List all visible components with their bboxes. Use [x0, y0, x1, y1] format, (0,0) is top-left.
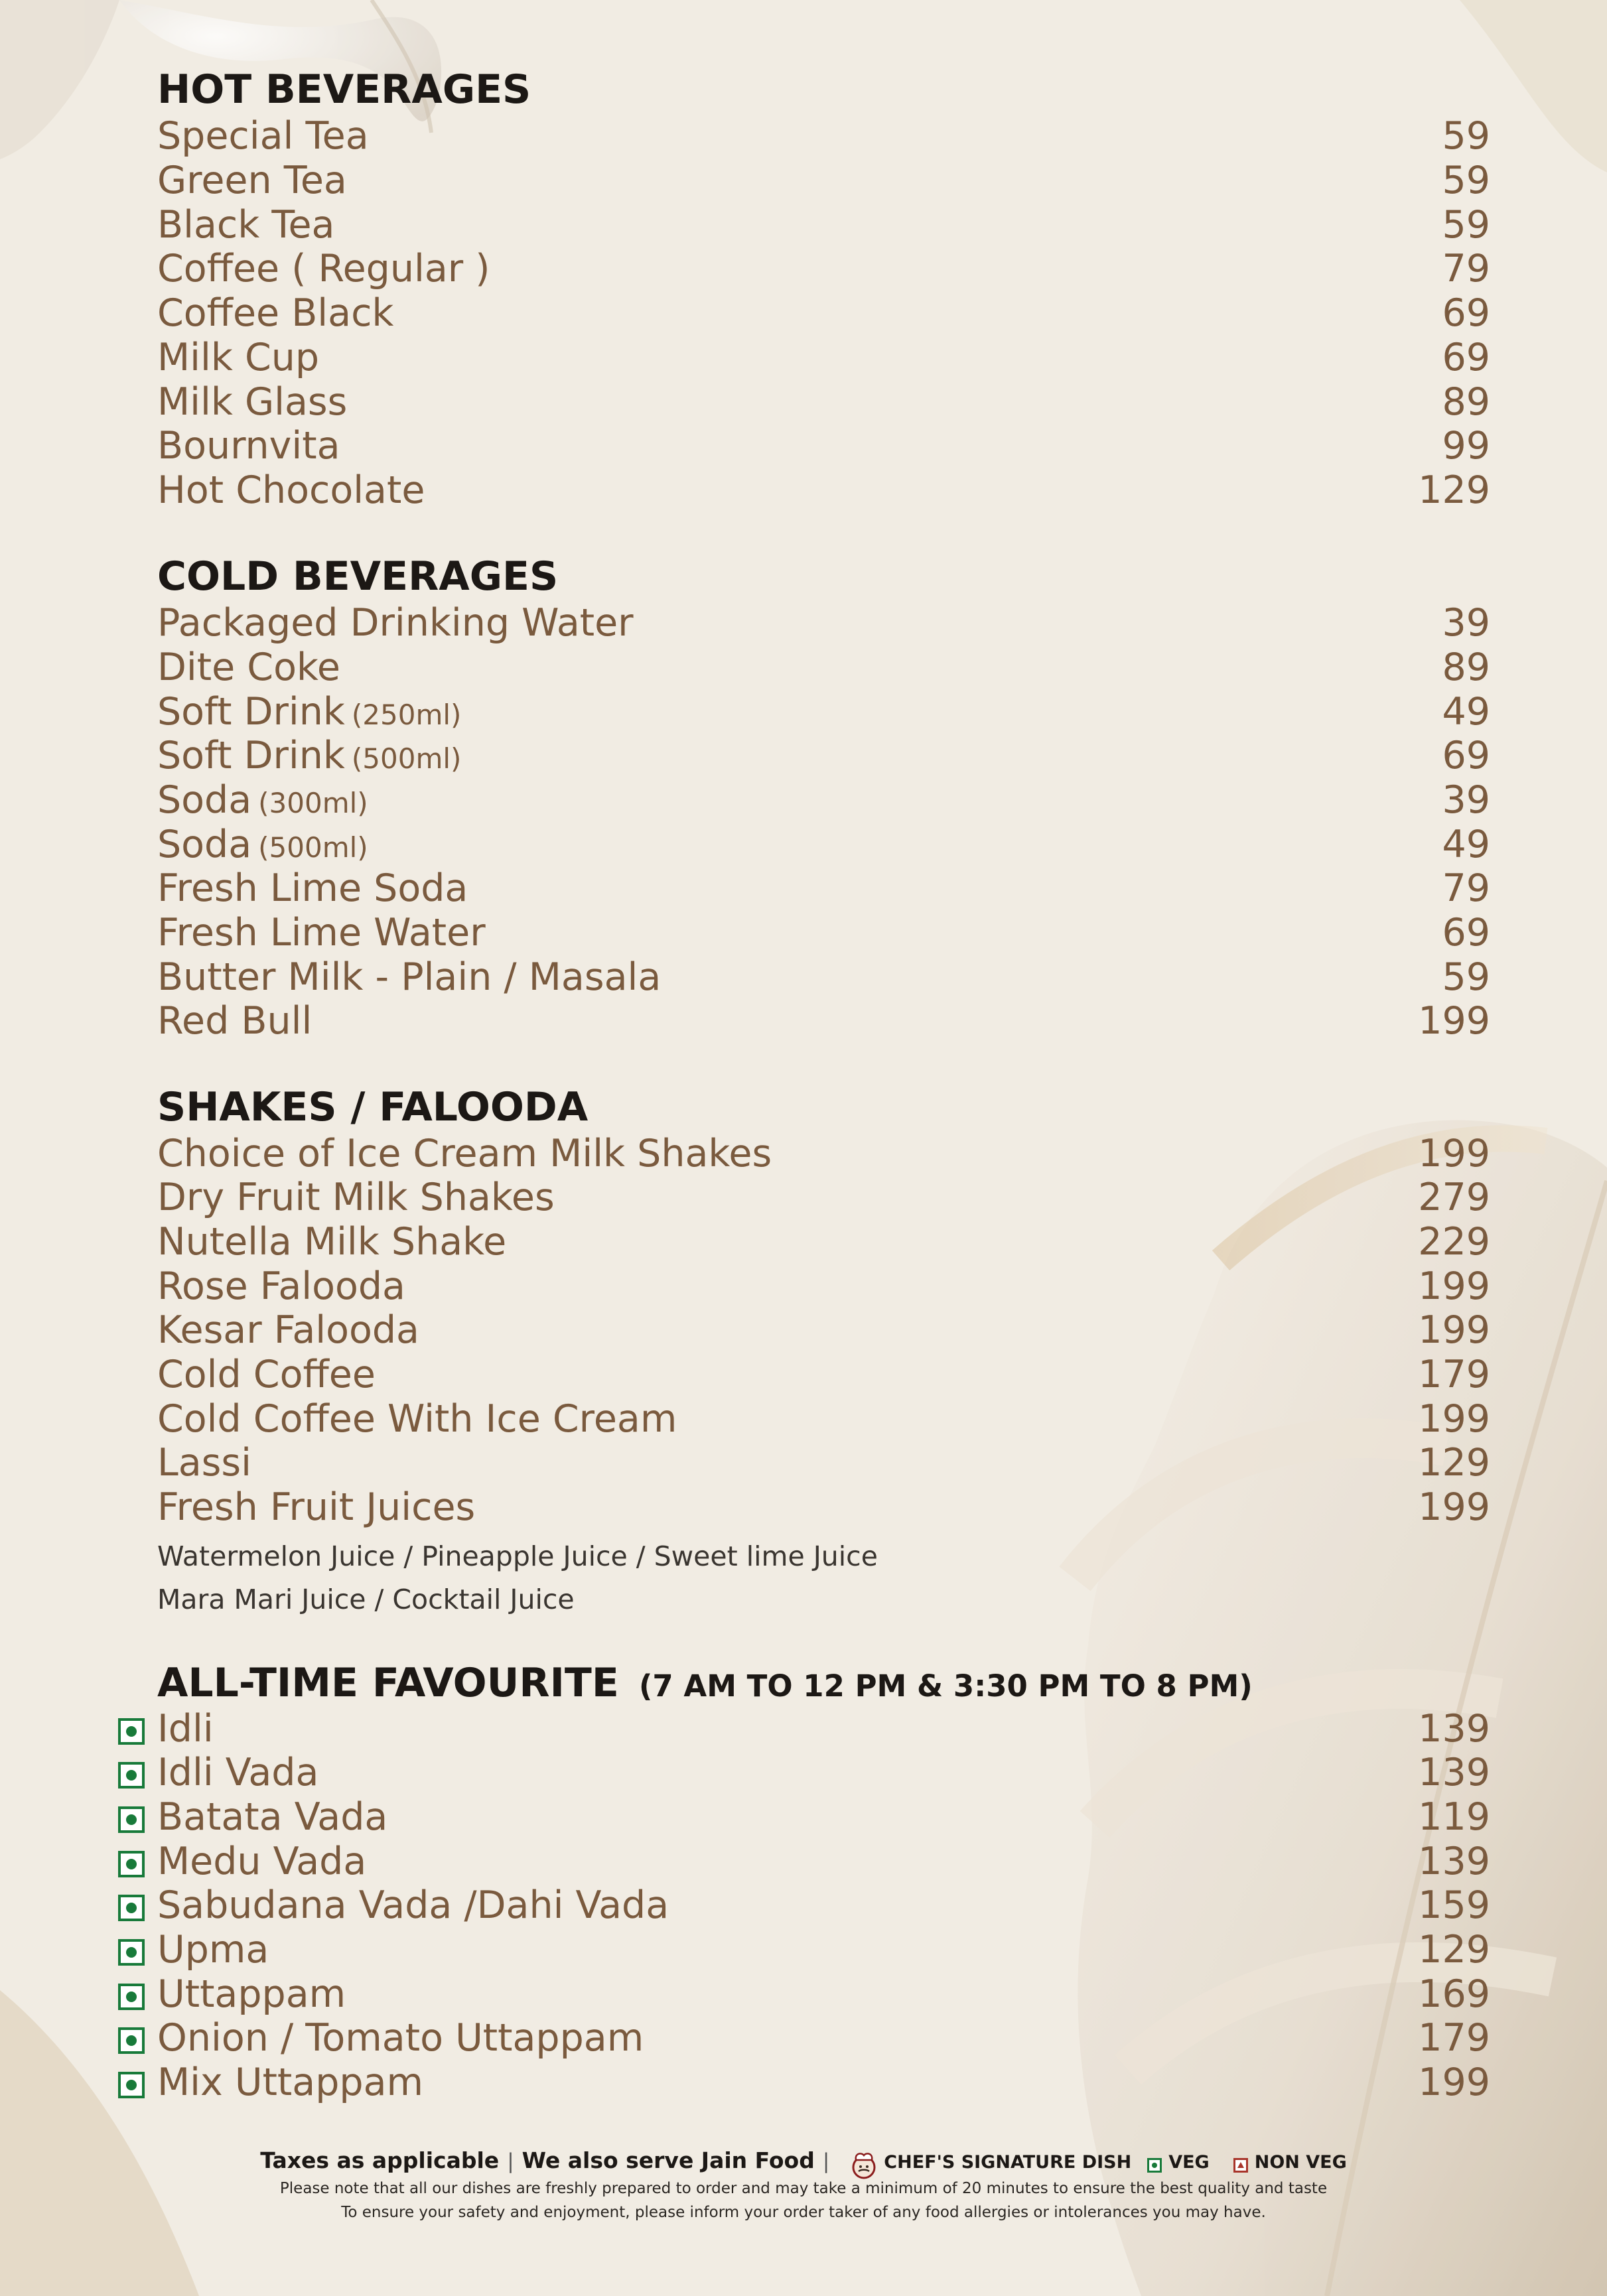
section-timing: (7 AM TO 12 PM & 3:30 PM TO 8 PM)	[638, 1668, 1253, 1704]
item-price: 49	[1442, 823, 1490, 866]
veg-symbol-icon	[118, 1851, 145, 1877]
menu-item	[157, 2060, 1490, 2104]
item-price: 179	[1418, 2016, 1490, 2060]
item-price: 129	[1418, 468, 1490, 512]
item-price: 199	[1418, 1397, 1490, 1441]
menu-item	[157, 2016, 1490, 2060]
menu-item	[157, 1132, 1490, 1176]
item-name: Cold Coffee	[157, 1353, 376, 1396]
veg-symbol-icon	[118, 1762, 145, 1789]
item-price: 69	[1442, 734, 1490, 777]
item-price: 199	[1418, 1264, 1490, 1308]
item-price: 89	[1442, 380, 1490, 424]
menu-item	[157, 424, 1490, 468]
item-price: 59	[1442, 159, 1490, 202]
item-name: Idli	[157, 1707, 214, 1751]
menu-item	[157, 468, 1490, 512]
item-price: 199	[1418, 1485, 1490, 1529]
item-price: 199	[1418, 1132, 1490, 1176]
item-name: Packaged Drinking Water	[157, 601, 634, 645]
menu-item	[157, 1353, 1490, 1396]
item-name: Fresh Lime Water	[157, 911, 486, 955]
item-price: 49	[1442, 690, 1490, 734]
veg-symbol-icon	[118, 2072, 145, 2098]
item-size: (300ml)	[258, 787, 368, 819]
menu-item	[157, 1795, 1490, 1839]
item-price: 99	[1442, 424, 1490, 468]
menu-item	[157, 1264, 1490, 1308]
item-price: 199	[1418, 2060, 1490, 2104]
item-name: Mix Uttappam	[157, 2060, 424, 2104]
separator: |	[822, 2149, 830, 2173]
item-name: Red Bull	[157, 999, 313, 1043]
item-name: Sabudana Vada /Dahi Vada	[157, 1883, 669, 1927]
item-price: 59	[1442, 955, 1490, 999]
item-name: Rose Falooda	[157, 1264, 405, 1308]
item-name: Uttappam	[157, 1972, 346, 2016]
menu-item	[157, 1928, 1490, 1972]
item-price: 39	[1442, 601, 1490, 645]
item-price: 199	[1418, 1308, 1490, 1352]
item-name: Dry Fruit Milk Shakes	[157, 1176, 555, 1219]
item-name: Nutella Milk Shake	[157, 1220, 507, 1264]
item-price: 59	[1442, 203, 1490, 247]
menu-item	[157, 690, 1490, 734]
item-price: 159	[1418, 1883, 1490, 1927]
item-price: 69	[1442, 336, 1490, 379]
menu-item	[157, 1220, 1490, 1264]
item-size: (500ml)	[258, 831, 368, 864]
section-title: HOT BEVERAGES	[157, 66, 531, 113]
menu-item	[157, 336, 1490, 379]
menu-item	[157, 291, 1490, 335]
item-name: Hot Chocolate	[157, 468, 425, 512]
item-name: Lassi	[157, 1441, 251, 1485]
item-name: Coffee Black	[157, 291, 394, 335]
section-title: COLD BEVERAGES	[157, 553, 559, 600]
item-price: 119	[1418, 1795, 1490, 1839]
veg-symbol-icon	[118, 1939, 145, 1966]
item-name: Onion / Tomato Uttappam	[157, 2016, 644, 2060]
item-price: 139	[1418, 1751, 1490, 1794]
menu-item	[157, 1176, 1490, 1219]
menu-item	[157, 114, 1490, 158]
menu-item	[157, 1972, 1490, 2016]
veg-symbol-icon	[118, 1718, 145, 1745]
veg-symbol-icon	[118, 1806, 145, 1833]
menu-item	[157, 866, 1490, 910]
section-title	[157, 1660, 1253, 1706]
item-name: Fresh Lime Soda	[157, 866, 468, 910]
item-price: 69	[1442, 911, 1490, 955]
item-name: Soda (500ml)	[157, 823, 368, 866]
item-name: Soft Drink (250ml)	[157, 690, 462, 734]
item-price: 129	[1418, 1441, 1490, 1485]
menu-item	[157, 601, 1490, 645]
item-price: 89	[1442, 645, 1490, 689]
item-price: 139	[1418, 1840, 1490, 1883]
item-price: 69	[1442, 291, 1490, 335]
nonveg-symbol-icon	[1233, 2158, 1248, 2173]
item-price: 79	[1442, 247, 1490, 291]
chef-signature-label: CHEF'S SIGNATURE DISH	[884, 2152, 1132, 2173]
item-name: Milk Glass	[157, 380, 348, 424]
item-name: Coffee ( Regular )	[157, 247, 490, 291]
item-price: 59	[1442, 114, 1490, 158]
item-name: Cold Coffee With Ice Cream	[157, 1397, 677, 1441]
item-size: (500ml)	[351, 742, 462, 775]
item-price: 79	[1442, 866, 1490, 910]
item-name: Dite Coke	[157, 645, 340, 689]
veg-label: VEG	[1168, 2152, 1210, 2173]
item-price: 199	[1418, 999, 1490, 1043]
menu-item	[157, 1485, 1490, 1529]
menu-item	[157, 955, 1490, 999]
item-price: 279	[1418, 1176, 1490, 1219]
menu-item	[157, 380, 1490, 424]
separator: |	[507, 2149, 514, 2173]
item-name: Milk Cup	[157, 336, 320, 379]
item-price: 179	[1418, 1353, 1490, 1396]
menu-item	[157, 734, 1490, 777]
menu-item	[157, 1840, 1490, 1883]
menu-item	[157, 778, 1490, 822]
item-name: Black Tea	[157, 203, 335, 247]
menu-item	[157, 247, 1490, 291]
menu-item	[157, 1707, 1490, 1751]
item-price: 229	[1418, 1220, 1490, 1264]
item-name: Green Tea	[157, 159, 347, 202]
item-price: 129	[1418, 1928, 1490, 1972]
menu-item	[157, 1441, 1490, 1485]
menu-item	[157, 645, 1490, 689]
veg-symbol-icon	[118, 1895, 145, 1921]
footer-legend	[0, 2144, 1607, 2177]
chef-icon	[851, 2151, 877, 2180]
menu-item	[157, 999, 1490, 1043]
section-title-text: ALL-TIME FAVOURITE	[157, 1660, 619, 1706]
footer-note: To ensure your safety and enjoyment, please inform your order taker of any food allergies or intolerances you may have.	[341, 2204, 1266, 2221]
item-name: Medu Vada	[157, 1840, 367, 1883]
menu-item	[157, 911, 1490, 955]
section-title: SHAKES / FALOODA	[157, 1084, 589, 1130]
juice-options: Mara Mari Juice / Cocktail Juice	[157, 1584, 575, 1615]
menu-item	[157, 1308, 1490, 1352]
item-price: 39	[1442, 778, 1490, 822]
menu-item	[157, 159, 1490, 202]
veg-symbol-icon	[118, 2027, 145, 2054]
juice-options: Watermelon Juice / Pineapple Juice / Sweet lime Juice	[157, 1540, 878, 1572]
item-name: Soda (300ml)	[157, 778, 368, 822]
item-name: Soft Drink (500ml)	[157, 734, 462, 777]
menu-item	[157, 823, 1490, 866]
footer-note: Please note that all our dishes are freshly prepared to order and may take a minimum of 20 minutes to ensure the best quality and taste	[279, 2180, 1328, 2197]
nonveg-label: NON VEG	[1254, 2152, 1347, 2173]
item-name: Butter Milk - Plain / Masala	[157, 955, 662, 999]
item-price: 139	[1418, 1707, 1490, 1751]
item-name: Kesar Falooda	[157, 1308, 419, 1352]
item-price: 169	[1418, 1972, 1490, 2016]
veg-symbol-icon	[118, 1984, 145, 2010]
item-name: Fresh Fruit Juices	[157, 1485, 476, 1529]
menu-item	[157, 1397, 1490, 1441]
item-name: Idli Vada	[157, 1751, 319, 1794]
menu-item	[157, 203, 1490, 247]
menu-item	[157, 1883, 1490, 1927]
item-name: Special Tea	[157, 114, 369, 158]
jain-food-text: We also serve Jain Food	[522, 2147, 815, 2173]
menu-item	[157, 1751, 1490, 1794]
item-name: Bournvita	[157, 424, 340, 468]
item-size: (250ml)	[351, 699, 462, 731]
item-name: Batata Vada	[157, 1795, 388, 1839]
taxes-text: Taxes as applicable	[260, 2147, 500, 2173]
veg-symbol-icon	[1147, 2158, 1162, 2173]
item-name: Upma	[157, 1928, 269, 1972]
item-name: Choice of Ice Cream Milk Shakes	[157, 1132, 772, 1176]
